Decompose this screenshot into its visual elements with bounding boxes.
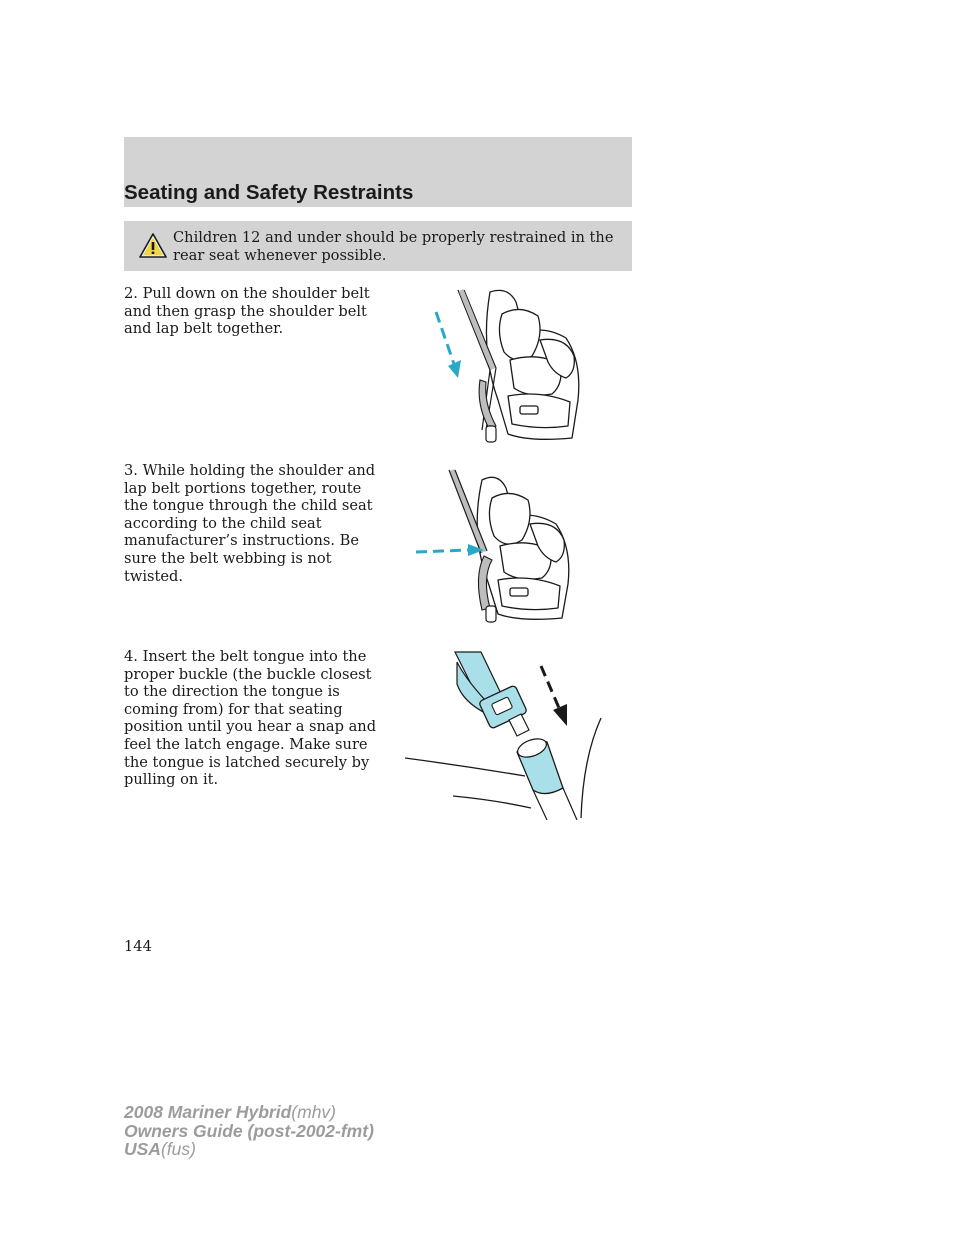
- section-title: Seating and Safety Restraints: [124, 181, 414, 204]
- footer-guide: Owners Guide (post-2002-fmt): [124, 1120, 374, 1141]
- footer-model-code: (mhv): [291, 1102, 337, 1122]
- warning-box: [124, 221, 632, 271]
- warning-text: Children 12 and under should be properly restrained in the rear seat whenever possible.: [173, 229, 614, 264]
- footer-market-code: (fus): [160, 1139, 196, 1160]
- warning-triangle-icon: [138, 232, 168, 260]
- footer-market: USA: [124, 1139, 161, 1160]
- child-seat-route-tongue-illustration: [410, 466, 590, 636]
- step-4-text: 4. Insert the belt tongue into the proper buckle (the buckle closest to the direction the tongue is coming from) for that seating position until you hear a snap and feel the latch engage. Make sure the tongue is latched securely by pulling on it.: [124, 648, 377, 789]
- document-footer: [124, 1103, 374, 1159]
- step-3-text: 3. While holding the shoulder and lap belt portions together, route the tongue through the child seat according to the child seat manufacturer’s instructions. Be sure the belt webbing is not twisted.: [124, 462, 376, 585]
- footer-model: 2008 Mariner Hybrid: [124, 1102, 292, 1122]
- footer-line-2: [124, 1122, 374, 1141]
- step-2-text: 2. Pull down on the shoulder belt and then grasp the shoulder belt and lap belt together.: [124, 285, 370, 338]
- footer-line-3: [124, 1140, 374, 1159]
- buckle-insert-illustration: [405, 648, 610, 820]
- footer-line-1: [124, 1103, 374, 1122]
- section-header-band: [124, 137, 632, 207]
- child-seat-pull-belt-illustration: [420, 280, 600, 455]
- page-number: 144: [124, 938, 152, 955]
